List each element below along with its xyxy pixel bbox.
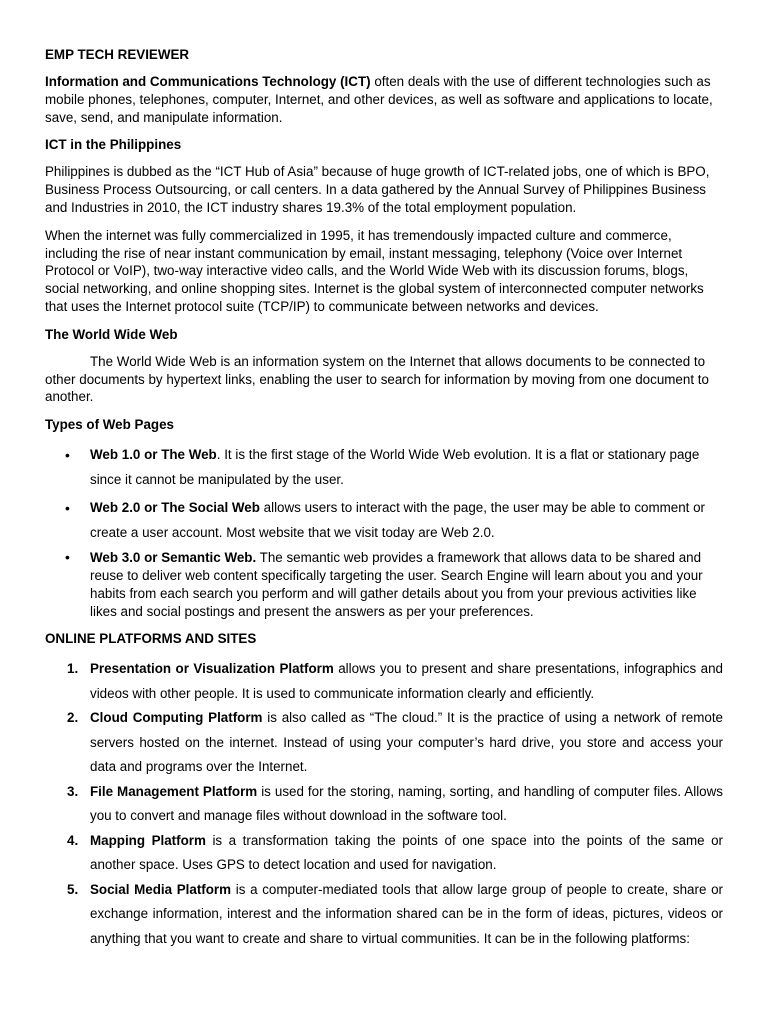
online-platforms-heading: ONLINE PLATFORMS AND SITES <box>45 631 257 647</box>
platform-text: is used for the storing, naming, sorting, and handling of computer files. Allows you to convert and manage files without download in the software tool. <box>90 783 723 824</box>
platform-term: Social Media Platform <box>90 881 232 897</box>
web2-term: Web 2.0 or The Social Web <box>90 500 260 516</box>
platform-term: Cloud Computing Platform <box>90 710 263 726</box>
www-paragraph: The World Wide Web is an information system on the Internet that allows documents to be connected to other documents by hypertext links, enabling the user to search for information by moving from one document to another. <box>45 353 709 405</box>
ict-term: Information and Communications Technology (ICT) <box>45 74 371 89</box>
list-item-cloud-platform <box>45 706 723 780</box>
bullet-icon: • <box>65 500 70 517</box>
platform-text: is a computer-mediated tools that allow large group of people to create, share or exchange information, interest and the information shared can be in the form of ideas, pictures, videos or anything that you want to create and share to virtual communities. It can be in the following platforms: <box>90 881 723 946</box>
web1-term: Web 1.0 or The Web <box>90 447 217 463</box>
www-heading: The World Wide Web <box>45 326 178 342</box>
list-item-web1 <box>45 443 723 492</box>
platform-text: allows you to present and share presentations, infographics and videos with other people. It is used to communicate information clearly and efficiently. <box>90 661 723 701</box>
web-page-types-list <box>45 443 723 620</box>
list-item-web2 <box>45 496 723 545</box>
document-title: EMP TECH REVIEWER <box>45 47 190 62</box>
web3-term: Web 3.0 or Semantic Web. <box>90 550 257 566</box>
item-number: 1. <box>67 661 79 677</box>
list-item-mapping-platform <box>45 829 723 878</box>
platform-term: File Management Platform <box>90 783 258 799</box>
ict-philippines-paragraph-2: When the internet was fully commercialized in 1995, it has tremendously impacted culture and commerce, including the rise of near instant communication by email, instant messaging, telephony (Voice over Internet Protocol or VoIP), two-way interactive video calls, and the World Wide Web with its discussion forums, blogs, social networking, and online shopping sites. Internet is the global system of interconnected computer networks that uses the Internet protocol suite (TCP/IP) to communicate between networks and devices. <box>45 227 704 314</box>
item-number: 2. <box>67 710 79 726</box>
platform-term: Mapping Platform <box>90 832 206 848</box>
item-number: 4. <box>67 832 79 848</box>
list-item-presentation-platform <box>45 657 723 706</box>
item-number: 3. <box>67 783 79 799</box>
list-item-web3 <box>45 549 723 620</box>
ict-philippines-paragraph-1: Philippines is dubbed as the “ICT Hub of Asia” because of huge growth of ICT-related jobs, one of which is BPO, Business Process Outsourcing, or call centers. In a data gathered by the Annual Survey of Philippines Business and Industries in 2010, the ICT industry shares 19.3% of the total employment population. <box>45 164 710 215</box>
web3-text: The semantic web provides a framework that allows data to be shared and reuse to deliver web content specifically targeting the user. Search Engine will learn about you and your habits from each search you perform and will gather details about you from your previous activities like likes and social postings and present the answers as per your preferences. <box>90 550 703 619</box>
platform-text: is also called as “The cloud.” It is the practice of using a network of remote servers hosted on the internet. Instead of using your computer’s hard drive, you store and access your data and programs over the Internet. <box>90 710 723 775</box>
list-item-file-platform <box>45 780 723 829</box>
bullet-icon: • <box>65 447 70 464</box>
item-number: 5. <box>67 881 79 897</box>
web2-text: allows users to interact with the page, the user may be able to comment or create a user account. Most website that we visit today are Web 2.0. <box>90 500 706 540</box>
bullet-icon: • <box>65 549 70 566</box>
online-platforms-list <box>45 657 723 951</box>
list-item-social-media-platform <box>45 878 723 952</box>
ict-philippines-heading: ICT in the Philippines <box>45 137 182 153</box>
platform-term: Presentation or Visualization Platform <box>90 661 334 677</box>
ict-intro-paragraph <box>45 73 723 126</box>
platform-text: is a transformation taking the points of one space into the points of the same or another space. Uses GPS to detect location and used for navigation. <box>90 832 723 873</box>
web1-text: . It is the first stage of the World Wide Web evolution. It is a flat or stationary page since it cannot be manipulated by the user. <box>90 447 700 487</box>
ict-intro-text: often deals with the use of different technologies such as mobile phones, telephones, computer, Internet, and other devices, as well as software and applications to locate, save, send, and manipulate information. <box>45 74 713 125</box>
web-page-types-heading: Types of Web Pages <box>45 417 174 433</box>
